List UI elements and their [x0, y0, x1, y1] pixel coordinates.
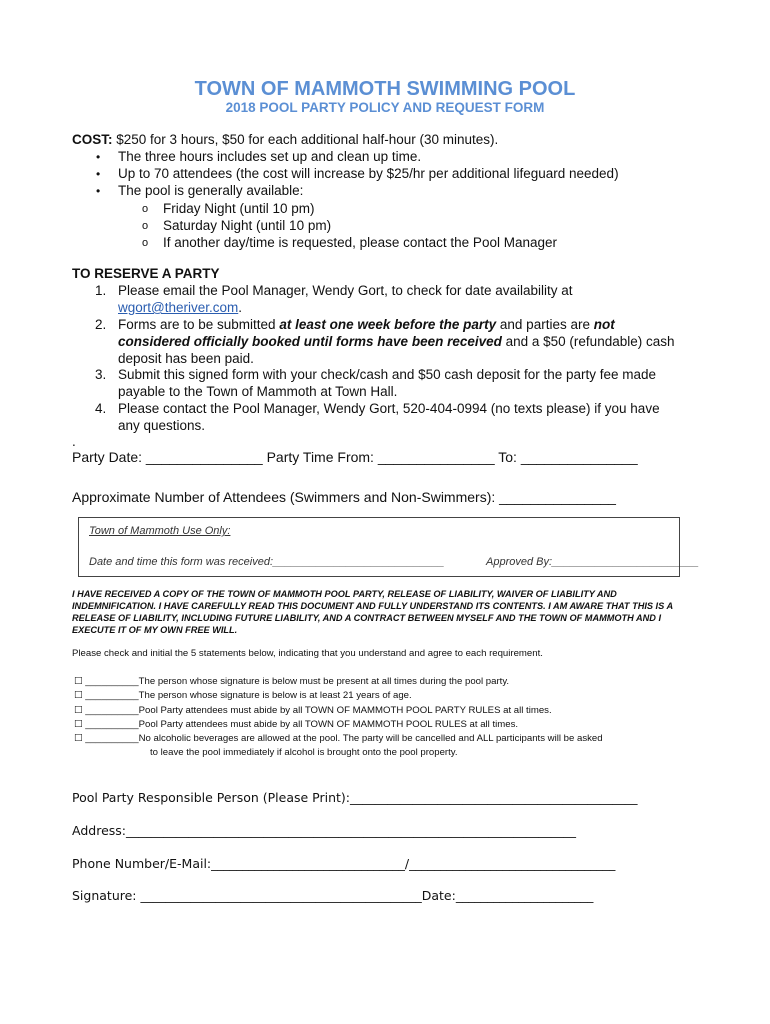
responsible-person-field[interactable]: Pool Party Responsible Person (Please Print):______________________________________________ — [72, 790, 638, 805]
cost-sub-bullet-2: Saturday Night (until 10 pm) — [163, 218, 332, 233]
signature-date-field[interactable]: Signature: _____________________________________________Date:______________________ — [72, 888, 594, 903]
address-field[interactable]: Address:________________________________________________________________________ — [72, 823, 576, 838]
reserve-item-1: Please email the Pool Manager, Wendy Gort, to check for date availability at — [118, 283, 573, 298]
check-instructions: Please check and initial the 5 statements below, indicating that you understand and agree to each requirement. — [72, 648, 543, 659]
list-number: 4. — [95, 401, 107, 416]
party-date-time-line[interactable]: Party Date: _______________ Party Time From: _______________ To: _______________ — [72, 449, 638, 465]
cost-line — [72, 131, 498, 148]
cost-sub-bullet-1: Friday Night (until 10 pm) — [163, 201, 315, 216]
cost-label: COST: — [72, 132, 113, 147]
checklist-item[interactable]: ☐ __________No alcoholic beverages are allowed at the pool. The party will be cancelled and ALL participants will be asked — [74, 733, 603, 744]
email-link[interactable]: wgort@theriver.com — [118, 300, 239, 315]
cost-bullet-1: The three hours includes set up and clean up time. — [118, 149, 422, 164]
circle-bullet-icon: o — [142, 237, 149, 249]
list-number: 1. — [95, 283, 107, 298]
office-use-box — [78, 517, 699, 577]
approved-by-field[interactable]: Approved By:________________________ — [486, 556, 699, 568]
separator-dot: . — [72, 434, 76, 449]
circle-bullet-icon: o — [142, 203, 149, 215]
cost-text: $250 for 3 hours, $50 for each additional half-hour (30 minutes). — [116, 132, 499, 147]
reserve-item-1-cont: wgort@theriver.com. — [118, 300, 243, 315]
checklist-item[interactable]: ☐ __________The person whose signature is below is at least 21 years of age. — [74, 690, 412, 701]
cost-bullet-3: The pool is generally available: — [118, 183, 304, 198]
reserve-item-3: Submit this signed form with your check/cash and $50 cash deposit for the party fee made — [118, 367, 657, 382]
bullet-icon: • — [96, 150, 101, 164]
phone-email-field[interactable]: Phone Number/E-Mail:_______________________________/_________________________________ — [72, 856, 616, 871]
page-title: TOWN OF MAMMOTH SWIMMING POOL — [194, 78, 576, 100]
reserve-item-4-cont: any questions. — [118, 418, 206, 433]
bullet-icon: • — [96, 167, 101, 181]
circle-bullet-icon: o — [142, 220, 149, 232]
cost-bullet-2: Up to 70 attendees (the cost will increase by $25/hr per additional lifeguard needed) — [118, 166, 619, 181]
list-number: 2. — [95, 317, 107, 332]
reserve-item-2-end: deposit has been paid. — [118, 351, 254, 366]
bullet-icon: • — [96, 184, 101, 198]
reserve-heading: TO RESERVE A PARTY — [72, 266, 220, 281]
office-use-title: Town of Mammoth Use Only: — [89, 525, 231, 537]
checklist-item-cont: to leave the pool immediately if alcohol is brought onto the pool property. — [150, 747, 458, 758]
checklist-item[interactable]: ☐ __________Pool Party attendees must abide by all TOWN OF MAMMOTH POOL RULES at all times. — [74, 719, 519, 730]
reserve-item-2: Forms are to be submitted at least one week before the party and parties are not — [118, 317, 615, 332]
checklist-item[interactable]: ☐ __________The person whose signature is below must be present at all times during the pool party. — [74, 676, 510, 687]
reserve-item-2-cont: considered officially booked until forms have been received and a $50 (refundable) cash — [118, 334, 675, 349]
liability-acknowledgement: I HAVE RECEIVED A COPY OF THE TOWN OF MAMMOTH POOL PARTY, RELEASE OF LIABILITY, WAIVER OF LIABILITY AND INDEMNIFICATION. I HAVE CAREFULLY READ THIS DOCUMENT AND FULLY UNDERSTAND ITS CONTENTS. I AM AWARE THAT THIS IS A RELEASE OF LIABILITY, INCLUDING FUTURE LIABILITY, AND A CONTRACT BETWEEN MYSELF AND THE TOWN OF MAMMOTH AND I EXECUTE IT OF MY OWN FREE WILL. — [72, 589, 673, 635]
attendees-line[interactable]: Approximate Number of Attendees (Swimmers and Non-Swimmers): _______________ — [72, 489, 616, 505]
reserve-item-3-cont: payable to the Town of Mammoth at Town Hall. — [118, 384, 398, 399]
checklist-item[interactable]: ☐ __________Pool Party attendees must abide by all TOWN OF MAMMOTH POOL PARTY RULES at all times. — [74, 705, 552, 716]
cost-sub-bullet-3: If another day/time is requested, please contact the Pool Manager — [163, 235, 557, 250]
reserve-item-4: Please contact the Pool Manager, Wendy Gort, 520-404-0994 (no texts please) if you have — [118, 401, 660, 416]
list-number: 3. — [95, 367, 107, 382]
received-field[interactable]: Date and time this form was received:____________________________ — [89, 556, 445, 568]
page-subtitle: 2018 POOL PARTY POLICY AND REQUEST FORM — [225, 100, 545, 115]
